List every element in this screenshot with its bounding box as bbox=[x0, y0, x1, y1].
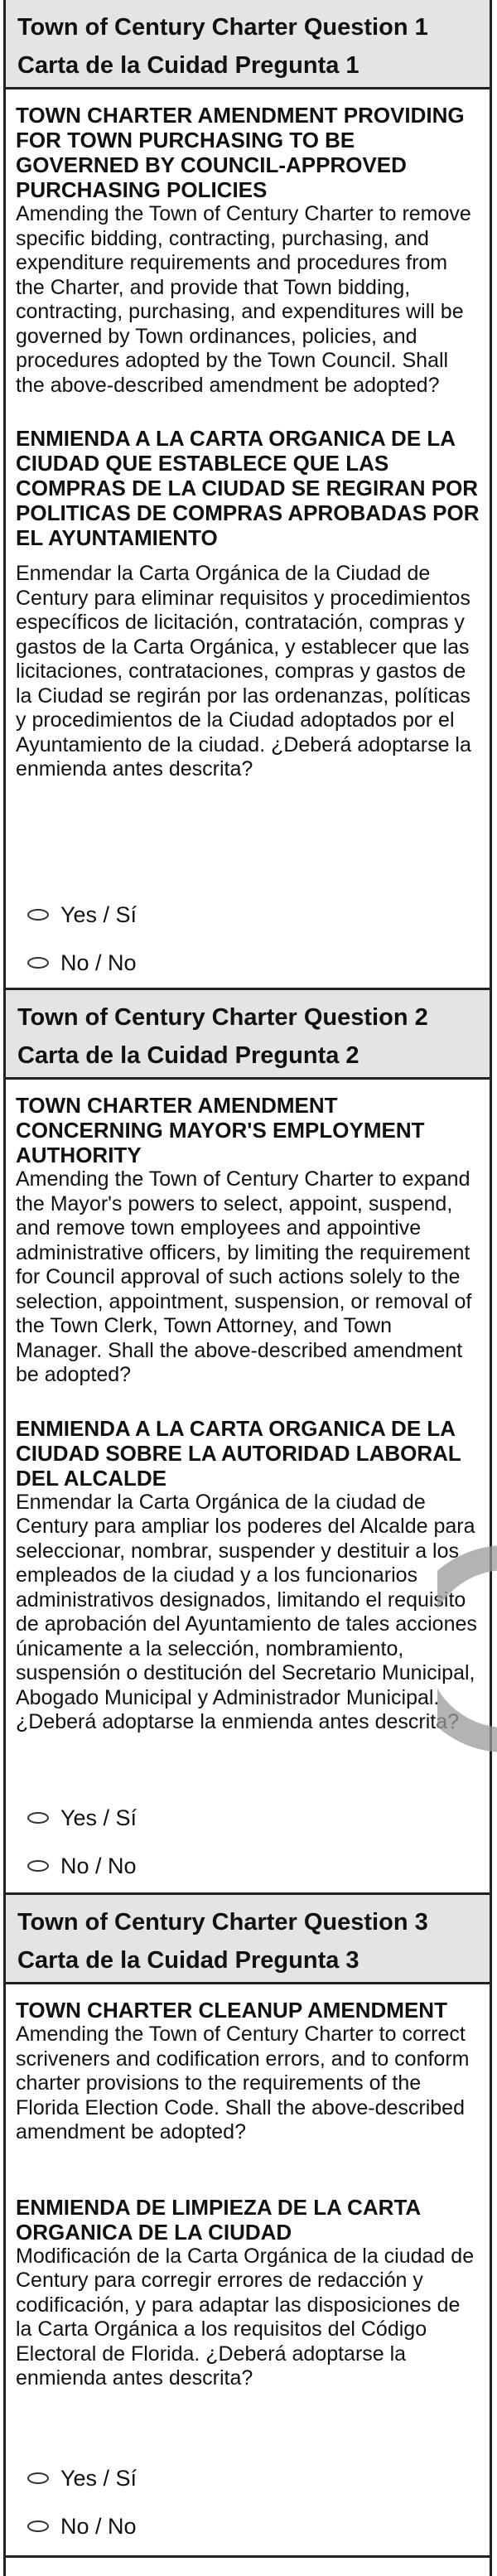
charter-question-2 bbox=[6, 990, 490, 1895]
yes-option[interactable] bbox=[6, 2454, 490, 2502]
yes-label: Yes / Sí bbox=[60, 901, 138, 927]
yes-label: Yes / Sí bbox=[60, 1805, 138, 1830]
no-label: No / No bbox=[60, 1853, 137, 1878]
question-title-english: Town of Century Charter Question 1 bbox=[17, 14, 428, 41]
question-title-spanish: Carta de la Cuidad Pregunta 2 bbox=[17, 1042, 359, 1069]
amendment-heading-english: TOWN CHARTER AMENDMENT PROVIDING FOR TOWN PURCHASING TO BE GOVERNED BY COUNCIL-APPROVED PURCHASING POLICIES bbox=[16, 103, 465, 202]
charter-question-3 bbox=[6, 1895, 490, 2558]
question-header bbox=[6, 1895, 490, 1984]
vote-oval-icon[interactable] bbox=[27, 1860, 49, 1872]
question-title-spanish: Carta de la Cuidad Pregunta 3 bbox=[17, 1947, 359, 1974]
charter-question-1 bbox=[6, 0, 490, 990]
vote-oval-icon[interactable] bbox=[27, 2472, 49, 2484]
amendment-text-english: Amending the Town of Century Charter to correct scriveners and codification errors, and to conform charter provisions to the requirements of the Florida Election Code. Shall the above-described amendment be adopted? bbox=[16, 2023, 470, 2143]
no-label: No / No bbox=[60, 2513, 137, 2539]
no-option[interactable] bbox=[6, 939, 490, 987]
question-title-english: Town of Century Charter Question 2 bbox=[17, 1004, 428, 1031]
amendment-text-spanish: Modificación de la Carta Orgánica de la ciudad de Century para corregir errores de redacción y codificación, y para adaptar las disposiciones de la Carta Orgánica a los requisitos del Código Electoral de Florida. ¿Deberá adoptarse la enmienda antes descrita? bbox=[16, 2244, 475, 2390]
ballot-column bbox=[3, 0, 492, 2576]
empty-remaining-area bbox=[6, 2558, 490, 2576]
vote-oval-icon[interactable] bbox=[27, 2520, 49, 2532]
question-title-spanish: Carta de la Cuidad Pregunta 1 bbox=[17, 52, 359, 79]
no-option[interactable] bbox=[6, 2502, 490, 2550]
question-body bbox=[6, 89, 490, 782]
question-title-english: Town of Century Charter Question 3 bbox=[17, 1909, 428, 1936]
question-body bbox=[6, 1080, 490, 1735]
amendment-heading-spanish: ENMIENDA A LA CARTA ORGANICA DE LA CIUDAD SOBRE LA AUTORIDAD LABORAL DEL ALCALDE bbox=[16, 1415, 461, 1491]
question-body bbox=[6, 1984, 490, 2391]
amendment-text-english: Amending the Town of Century Charter to expand the Mayor's powers to select, appoint, suspend, and remove town employees and appointive administrative officers, by limiting the requirement for Council approval of such actions solely to the selection, appointment, suspension, or removal of the Town Clerk, Town Attorney, and Town Manager. Shall the above-described amendment be adopted? bbox=[16, 1167, 472, 1386]
amendment-text-spanish: Enmendar la Carta Orgánica de la Ciudad de Century para eliminar requisitos y procedimientos específicos de licitación, contratación, compras y gastos de la Carta Orgánica, y establecer que las licitaciones, contrataciones, compras y gastos de la Ciudad se regirán por las ordenanzas, políticas y procedimientos de la Ciudad adoptados por el Ayuntamiento de la ciudad. ¿Deberá adoptarse la enmienda antes descrita? bbox=[16, 562, 471, 781]
amendment-heading-spanish: ENMIENDA DE LIMPIEZA DE LA CARTA ORGANICA DE LA CIUDAD bbox=[16, 2194, 421, 2245]
amendment-text-spanish: Enmendar la Carta Orgánica de la ciudad de Century para ampliar los poderes del Alcalde para seleccionar, nombrar, suspender y destituir a los empleados de la ciudad y a los funcionarios administrativos designados, limitando el requisito de aprobación del Ayuntamiento de tales acciones únicamente a la selección, nombramiento, suspensión o destitución del Secretario Municipal, Abogado Municipal y Administrador Municipal. ¿Deberá adoptarse la enmienda antes descrita? bbox=[16, 1490, 477, 1733]
vote-oval-icon[interactable] bbox=[27, 1812, 49, 1824]
yes-label: Yes / Sí bbox=[60, 2465, 138, 2491]
yes-option[interactable] bbox=[6, 1794, 490, 1842]
no-label: No / No bbox=[60, 950, 137, 975]
vote-oval-icon[interactable] bbox=[27, 909, 49, 921]
amendment-heading-english: TOWN CHARTER CLEANUP AMENDMENT bbox=[16, 1998, 447, 2023]
yes-option[interactable] bbox=[6, 891, 490, 939]
amendment-heading-spanish: ENMIENDA A LA CARTA ORGANICA DE LA CIUDAD QUE ESTABLECE QUE LAS COMPRAS DE LA CIUDAD SE REGIRAN POR POLITICAS DE COMPRAS APROBADAS POR EL AYUNTAMIENTO bbox=[16, 426, 480, 550]
amendment-text-english: Amending the Town of Century Charter to remove specific bidding, contracting, purchasing, and expenditure requirements and procedures from the Charter, and provide that Town bidding, contracting, purchasing, and expenditures will be governed by Town ordinances, policies, and procedures adopted by the Town Council. Shall the above-described amendment be adopted? bbox=[16, 202, 471, 397]
no-option[interactable] bbox=[6, 1842, 490, 1890]
amendment-heading-english: TOWN CHARTER AMENDMENT CONCERNING MAYOR'S EMPLOYMENT AUTHORITY bbox=[16, 1093, 425, 1167]
vote-oval-icon[interactable] bbox=[27, 957, 49, 969]
question-header bbox=[6, 0, 490, 89]
question-header bbox=[6, 990, 490, 1080]
